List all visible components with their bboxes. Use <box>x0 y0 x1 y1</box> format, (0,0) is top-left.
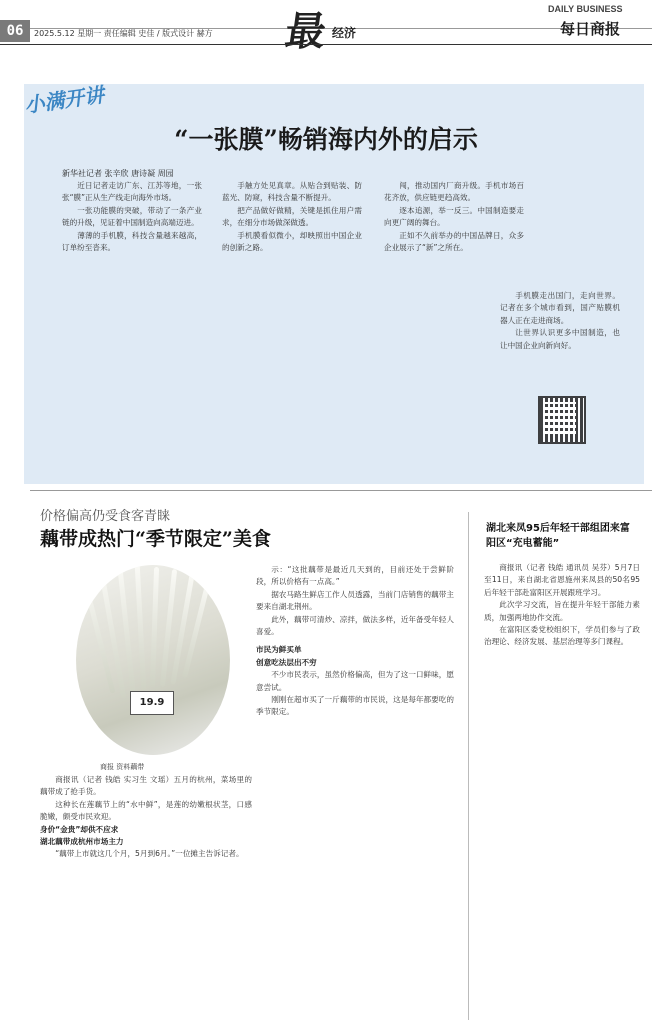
sidebar-title: 湖北来凤95后年轻干部组团来富阳区“充电蓄能” <box>486 523 630 549</box>
paragraph: 示：“这批藕带是最近几天到的，目前还处于尝鲜阶段，所以价格有一点高。” <box>256 565 454 587</box>
paragraph: “藕带上市就这几个月，5月到6月。”一位摊主告诉记者。 <box>55 849 244 859</box>
paragraph: 薄薄的手机膜，科技含量越来越高，订单纷至沓来。 <box>62 230 202 253</box>
subheading: 湖北藕带成杭州市场主力 <box>40 837 124 847</box>
paragraph: 一张功能膜的突破，带动了一条产业链的升级，见证着中国制造向高端迈进。 <box>62 205 202 228</box>
page-number: 06 <box>0 20 30 42</box>
section-divider <box>30 490 652 491</box>
article-kicker: 价格偏高仍受食客青睐 <box>40 509 171 524</box>
paragraph: 近日记者走访广东、江苏等地，一张张“膜”正从生产线走向海外市场。 <box>62 181 202 203</box>
paragraph: 此外，藕带可清炒、凉拌，做法多样，近年备受年轻人喜爱。 <box>256 614 454 637</box>
section-logo: 最 <box>282 8 329 55</box>
subheading: 市民为鲜买单 <box>256 645 302 655</box>
subheading: 创意吃法层出不穷 <box>256 657 317 667</box>
paragraph: 在富阳区委党校组织下，学员们参与了政治理论、经济发展、基层治理等多门课程。 <box>484 625 640 647</box>
paragraph: 这种长在莲藕节上的“水中鲜”，是莲的幼嫩根状茎，口感脆嫩，颇受市民欢迎。 <box>40 799 252 822</box>
lotus-root-photo <box>76 565 230 755</box>
section-name: 经济 <box>332 26 357 40</box>
paragraph: 手机膜走出国门，走向世界。记者在多个城市看到，国产贴膜机器人正在走进商场。 <box>500 291 620 325</box>
sidebar-column <box>484 562 640 1018</box>
paragraph: 正如不久前举办的中国品牌日，众多企业展示了“新”之所在。 <box>384 230 524 253</box>
paper-name-cn: 每日商报 <box>560 20 621 38</box>
article-title: 藕带成热门“季节限定”美食 <box>40 528 271 550</box>
feature-column-2 <box>222 180 362 254</box>
paragraph: 让世界认识更多中国制造，也让中国企业向新向好。 <box>500 328 620 350</box>
feature-byline: 新华社记者 张辛欣 唐诗凝 周园 <box>62 169 174 178</box>
article-column-1 <box>40 774 252 1020</box>
feature-column-3 <box>384 180 524 254</box>
price-tag: 19.9 <box>130 691 174 715</box>
paper-name-en: DAILY BUSINESS <box>548 4 623 14</box>
paragraph: 逐本追源，举一反三。中国制造要走向更广阔的舞台。 <box>384 205 524 228</box>
article-column-2 <box>256 564 454 1020</box>
qr-code-pattern <box>544 402 576 434</box>
paragraph: 把产品做好做精，关键是抓住用户需求，在细分市场做深做透。 <box>222 205 362 228</box>
feature-column-4 <box>500 290 620 352</box>
paragraph: 商报讯（记者 钱皓 通讯员 吴芬）5月7日至11日，来自湖北省恩施州来凤县的50名95后年轻干部赴富阳区开展跟班学习。 <box>484 563 640 597</box>
feature-column-1 <box>62 180 202 254</box>
sidebar-divider <box>468 512 469 1020</box>
paragraph: 闯，推动国内厂商升级。手机市场百花齐放，供应链更趋高效。 <box>384 181 524 203</box>
paragraph: 据农马路生鲜店工作人员透露，当前门店销售的藕带主要来自湖北荆州。 <box>256 589 454 612</box>
paragraph: 刚刚在超市买了一斤藕带的市民说，这是每年都要吃的季节限定。 <box>256 695 454 717</box>
column-stamp: 小满开讲 <box>22 82 106 118</box>
header-divider <box>0 44 652 45</box>
paragraph: 手触方处见真章。从贴合到贴装、防蓝光、防窥，科技含量不断提升。 <box>222 181 362 203</box>
subheading: 身价“金贵”却供不应求 <box>40 824 119 834</box>
paragraph: 不少市民表示，虽然价格偏高，但为了这一口鲜味，愿意尝试。 <box>256 670 454 692</box>
photo-caption: 商报 资料藕带 <box>100 763 145 771</box>
feature-title: “一张膜”畅销海内外的启示 <box>174 125 478 154</box>
paragraph: 手机膜看似微小，却映照出中国企业的创新之路。 <box>222 230 362 253</box>
paragraph: 此次学习交流，旨在提升年轻干部能力素质，加强两地协作交流。 <box>484 600 640 622</box>
paragraph: 商报讯（记者 钱皓 实习生 文瑶）五月的杭州，菜场里的藕带成了抢手货。 <box>40 775 252 797</box>
date-line: 2025.5.12 星期一 责任编辑 史佳 / 版式设计 赫方 <box>34 29 213 38</box>
